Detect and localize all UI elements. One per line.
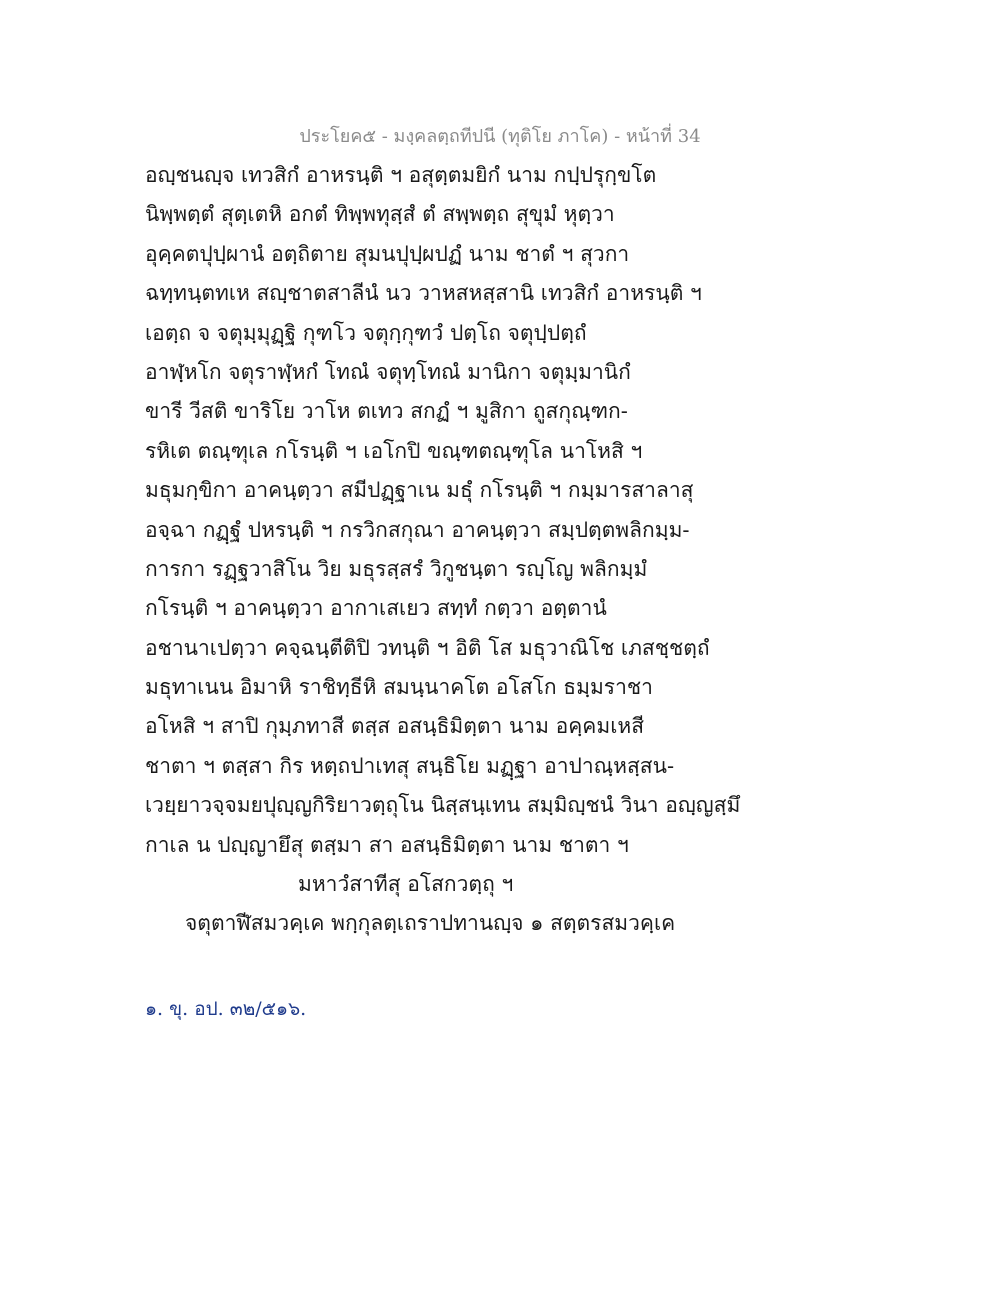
body-text (145, 156, 865, 944)
text-line: เอตฺถ จ จตุมฺมุฏฺฐิ กุฑโว จตุกฺกุฑวํ ปตฺโถ จตุปฺปตฺถํ (145, 320, 587, 345)
text-line: อญฺชนญฺจ เทวสิกํ อาหรนฺติ ฯ อสุตฺตมยิกํ นาม กปฺปรุกฺขโต (145, 163, 657, 187)
text-line-with-note-ref: จตุตาฬีสมวคฺเค พกฺกุลตฺเถราปทานญฺจ ๑ สตฺตรสมวคฺเค (185, 911, 676, 936)
text-line: กาเล น ปญฺญายึสุ ตสฺมา สา อสนฺธิมิตฺตา นาม ชาตา ฯ (145, 832, 629, 857)
footnote: ๑. ขุ. อป. ๓๒/๕๑๖. (145, 998, 307, 1020)
text-line: เวยฺยาวจฺจมยปุญฺญกิริยาวตฺถุโน นิสฺสนฺเทน สมฺมิญฺชนํ วินา อญฺญสฺมึ (145, 793, 741, 818)
text-line: กโรนฺติ ฯ อาคนฺตฺวา อากาเสเยว สทฺทํ กตฺวา อตฺตานํ (145, 596, 607, 621)
section-title: มหาวํสาทีสุ อโสกวตฺถุ ฯ (298, 872, 514, 897)
text-line: การกา รฏฺฐวาสิโน วิย มธุรสฺสรํ วิกูชนฺตา รญฺโญ พลิกมฺมํ (145, 556, 648, 581)
text-line: ชาตา ฯ ตสฺสา กิร หตฺถปาเทสุ สนฺธิโย มฏฺฐา อาปาณฺหสฺสน- (145, 753, 675, 778)
text-line: มธุมกฺขิกา อาคนฺตฺวา สมีปฏฺฐาเน มธุํ กโรนฺติ ฯ กมฺมารสาลาสุ (145, 478, 694, 503)
text-line: อาฬฺหโก จตุราฬฺหกํ โทณํ จตุทฺโทณํ มานิกา จตุมฺมานิกํ (145, 359, 631, 384)
text-line: ฉทฺทนฺตทเห สญฺชาตสาลีนํ นว วาหสหสฺสานิ เทวสิกํ อาหรนฺติ ฯ (145, 281, 702, 306)
text-line: รหิเต ตณฺฑุเล กโรนฺติ ฯ เอโกปิ ขณฺฑตณฺฑุโล นาโหสิ ฯ (145, 438, 643, 463)
text-line: อโหสิ ฯ สาปิ กุมฺภทาสี ตสฺส อสนฺธิมิตฺตา นาม อคฺคมเหสี (145, 714, 645, 739)
text-line: ขารี วีสติ ขาริโย วาโห ตเทว สกฏํ ฯ มูสิกา ถูสกุณฺฑก- (145, 399, 628, 424)
page-header (0, 121, 1000, 150)
text-line: นิพฺพตฺตํ สุตฺเตหิ อกตํ ทิพฺพทุสฺสํ ตํ สพฺพตฺถ สุขุมํ หุตฺวา (145, 202, 615, 227)
text-line: อุคฺคตปุปฺผานํ อตฺถิตาย สุมนปุปฺผปฏํ นาม ชาตํ ฯ สุวกา (145, 241, 630, 266)
text-line: มธุทาเนน อิมาหิ ราชิทฺธีหิ สมนฺนาคโต อโสโก ธมฺมราชา (145, 675, 653, 700)
text-line: อชานาเปตฺวา คจฺฉนฺตีติปิ วทนฺติ ฯ อิติ โส มธุวาณิโช เภสชฺชตฺถํ (145, 635, 710, 660)
running-title: ประโยค๕ - มงฺคลตฺถทีปนี (ทุติโย ภาโค) - หน้าที่ 34 (299, 126, 701, 147)
text-line: อจฺฉา กฏฺฐํ ปหรนฺติ ฯ กรวิกสกุณา อาคนฺตฺวา สมฺปตฺตพลิกมฺม- (145, 517, 690, 542)
